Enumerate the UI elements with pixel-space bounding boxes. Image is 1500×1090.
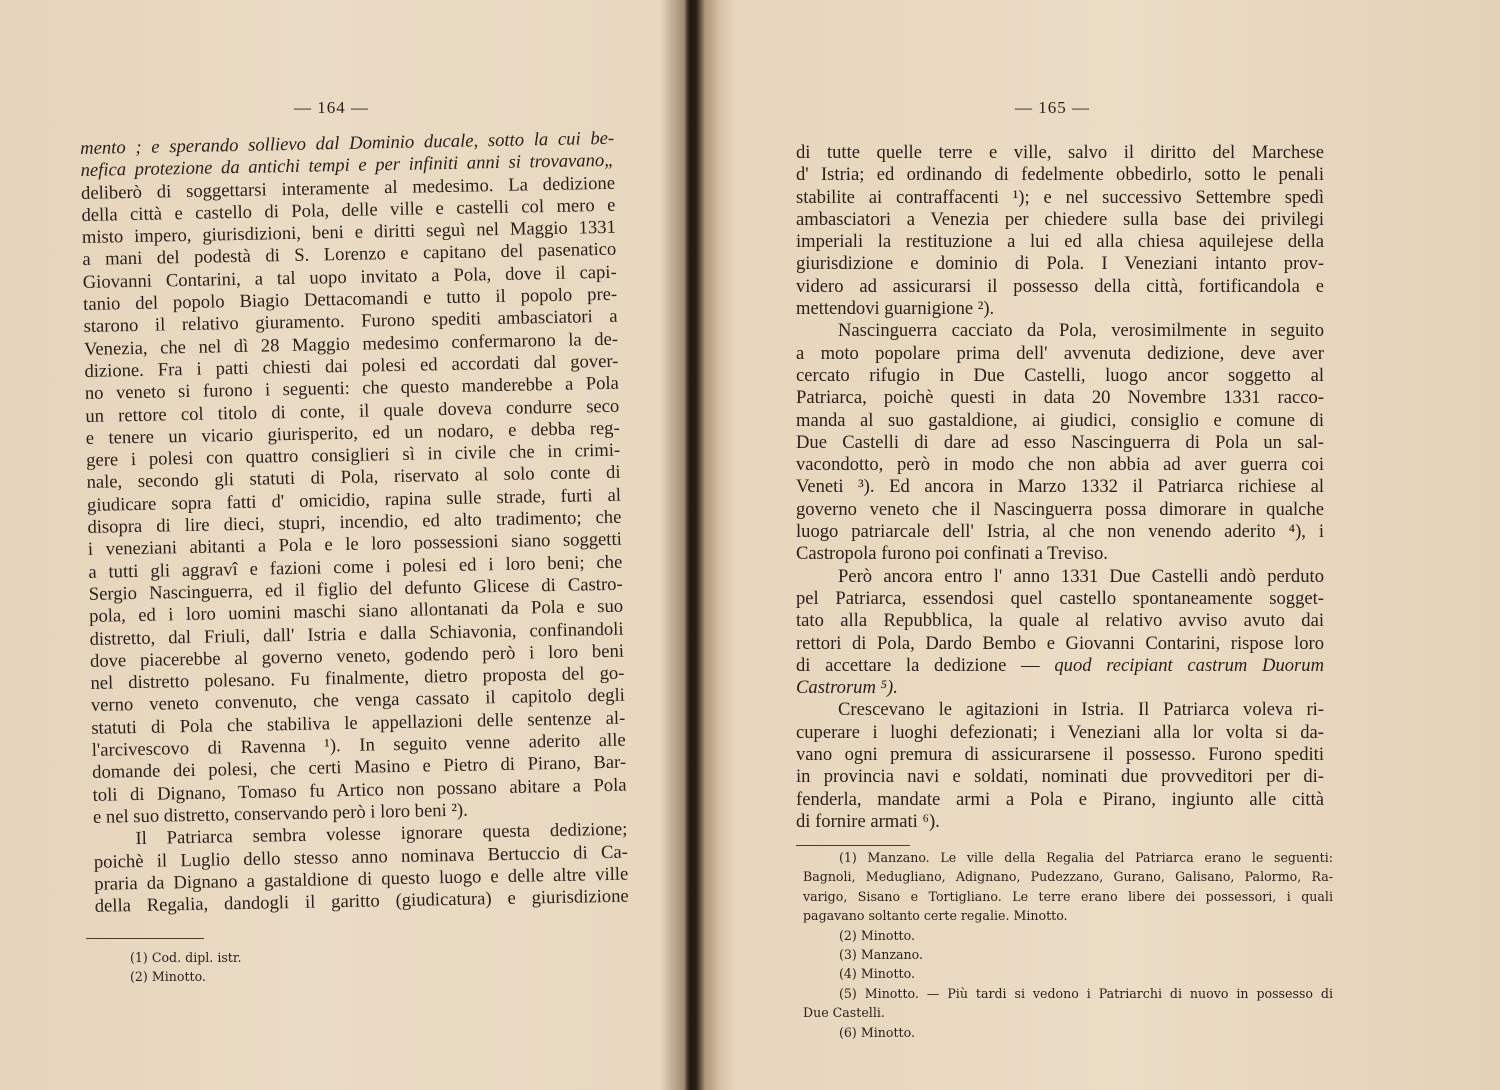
- text-line: della città e castello di Pola, delle ville e castelli col mero e: [81, 194, 616, 226]
- text-line: Sergio Nascinguerra, ed il figlio del defunto Glicese di Castro-: [88, 573, 623, 605]
- footnote-rule: [796, 845, 910, 846]
- text-line: a tutti gli aggravî e fazioni come i polesi ed i loro beni; che: [88, 551, 623, 583]
- text-line: dove piacerebbe al governo veneto, godendo però i loro beni: [89, 640, 625, 672]
- text-line: domande dei polesi, che certi Masino e Pietro di Pirano, Bar-: [91, 751, 627, 784]
- text-line: Il Patriarca sembra volesse ignorare questa dedizione;: [135, 818, 628, 850]
- text-line: toli di Dignano, Tomaso fu Artico non possano abitare a Pola: [92, 774, 627, 806]
- text-line: mettendovi guarnigione ²).: [796, 298, 995, 320]
- left-body-text: [80, 128, 629, 918]
- text-line: luogo patriarcale dell' Istria, al che non venendo aderito ⁴), i: [796, 521, 1324, 543]
- text-line: Castrorum ⁵).: [796, 677, 898, 699]
- text-line: misto impero, giurisdizioni, beni e diritti seguì nel Maggio 1331: [81, 216, 617, 249]
- text-line: Castropola furono poi confinati a Treviso.: [796, 543, 1108, 565]
- left-page: [0, 0, 680, 1090]
- text-line: statuti di Pola che stabiliva le appellazioni delle sentenze al-: [91, 707, 626, 739]
- text-line: stabilite ai contraffacenti ¹); e nel successivo Settembre spedì: [796, 186, 1324, 208]
- footnote: Bagnoli, Medugliano, Adignano, Pudezzano, Gurano, Galisano, Palormo, Ra-: [803, 869, 1333, 885]
- text-line: cercato rifugio in Due Castelli, luogo ancor soggetto al: [796, 364, 1324, 386]
- right-footnotes: [803, 848, 1333, 1042]
- text-line: di fornire armati ⁶).: [796, 810, 940, 832]
- text-line: di accettare la dedizione — quod recipiant castrum Duorum: [796, 654, 1324, 676]
- text-line: Venezia, che nel dì 28 Maggio medesimo confermarono la de-: [83, 328, 619, 360]
- text-line: vano ogni premura di assicurarsene il possesso. Furono spediti: [796, 744, 1324, 766]
- text-line: e tenere un vicario giurisperito, ed un nodaro, e debba reg-: [85, 417, 620, 449]
- footnote: (5) Minotto. — Più tardi si vedono i Patriarchi di nuovo in possesso di: [839, 985, 1333, 1001]
- left-footnotes: [130, 948, 430, 987]
- text-line: deliberò di soggettarsi interamente al medesimo. La dedizione: [80, 172, 616, 204]
- text-line: a moto popolare prima dell' avvenuta dedizione, deve aver: [796, 342, 1324, 364]
- text-line: in provincia navi e soldati, nominati due provveditori per di-: [796, 766, 1324, 788]
- text-line: nel distretto polesano. Fu finalmente, dietro proposta del go-: [90, 662, 625, 695]
- text-line: d' Istria; ed ordinando di fedelmente obbedirlo, sotto le penali: [796, 164, 1324, 186]
- right-page: [700, 0, 1500, 1090]
- text-line: videro ad assicurarsi il possesso della città, fortificandola e: [796, 275, 1324, 297]
- text-line: un rettore col titolo di conte, il quale doveva condurre seco: [85, 395, 620, 427]
- text-line: gere i polesi con quattro consiglieri sì in civile che in crimi-: [85, 439, 621, 472]
- text-line: e nel suo distretto, conservando però i loro beni ²).: [92, 799, 468, 828]
- text-line: starono il relativo giuramento. Furono spediti ambasciatori a: [83, 306, 618, 338]
- text-line: tanio del popolo Biagio Dettacomandi e tutto il popolo pre-: [82, 283, 618, 316]
- text-line: Veneti ³). Ed ancora in Marzo 1332 il Patriarca richiese al: [796, 476, 1324, 498]
- text-line: di tutte quelle terre e ville, salvo il diritto del Marchese: [796, 142, 1324, 163]
- text-line: no veneto si furono i seguenti: che questo manderebbe a Pola: [84, 372, 620, 405]
- text-line: fenderla, mandate armi a Pola e Pirano, ingiunto alle città: [796, 788, 1324, 810]
- text-line: ambasciatori a Venezia per chiedere sulla base dei privilegi: [796, 208, 1324, 230]
- text-line: pola, ed i loro uomini maschi siano allontanati da Pola e suo: [88, 595, 624, 628]
- text-line: giudicare sopra fatti d' omicidio, rapina sulle strade, furti al: [86, 484, 622, 516]
- footnote: pagavano soltanto certe regalie. Minotto.: [803, 908, 1068, 924]
- footnote: (6) Minotto.: [839, 1024, 915, 1040]
- right-body-text: [796, 142, 1324, 833]
- text-line: distretto, dal Friuli, dall' Istria e dalla Schiavonia, confinandoli: [89, 618, 624, 650]
- text-line: tato alla Repubblica, la quale al relativo avviso avuto dai: [796, 610, 1324, 632]
- text-line: nale, secondo gli statuti di Pola, riservato al solo conte di: [86, 462, 621, 494]
- footnote: Due Castelli.: [803, 1005, 885, 1021]
- footnote: (1) Cod. dipl. istr.: [130, 950, 242, 965]
- text-line: rettori di Pola, Dardo Bembo e Giovanni Contarini, rispose loro: [796, 632, 1324, 654]
- footnote: varigo, Sisano e Tortigliano. Le terre erano libere dei possessori, i quali: [803, 888, 1333, 904]
- text-line: imperiali la restituzione a lui ed alla chiesa aquilejese della: [796, 231, 1324, 253]
- text-line: giurisdizione e dominio di Pola. I Veneziani intanto prov-: [796, 253, 1324, 275]
- text-line: l'arcivescovo di Ravenna ¹). In seguito venne aderito alle: [91, 729, 626, 761]
- page-number: — 164 —: [294, 98, 369, 117]
- footnote: (1) Manzano. Le ville della Regalia del Patriarca erano le seguenti:: [839, 850, 1333, 865]
- footnote: (2) Minotto.: [130, 969, 206, 985]
- text-line: manda al suo gastaldione, ai giudici, consiglio e comune di: [796, 409, 1324, 431]
- text-line: a mani del podestà di S. Lorenzo e capitano del pasenatico: [82, 239, 617, 271]
- text-line: Nascinguerra cacciato da Pola, verosimilmente in seguito: [838, 320, 1324, 342]
- text-line: Patriarca, poichè questi in data 20 Novembre 1331 racco-: [796, 387, 1324, 409]
- text-line: nefica protezione da antichi tempi e per infiniti anni si trovavano„: [80, 150, 615, 182]
- text-line: Però ancora entro l' anno 1331 Due Castelli andò perduto: [838, 565, 1324, 587]
- text-line: Giovanni Contarini, a tal uopo invitato a Pola, dove il capi-: [82, 261, 617, 293]
- text-line: cuperare i luoghi defezionati; i Veneziani alla lor volta si da-: [796, 721, 1324, 743]
- text-line: governo veneto che il Nascinguerra possa dimorare in qualche: [796, 498, 1324, 520]
- text-line: verno veneto convenuto, che venga cassato il capitolo degli: [90, 685, 626, 717]
- footnote-rule: [86, 938, 204, 939]
- text-line: praria da Dignano a gastaldione di questo luogo e delle altre ville: [94, 863, 629, 895]
- footnote: (3) Manzano.: [839, 947, 923, 963]
- text-line: poichè il Luglio dello stesso anno nominava Bertuccio di Ca-: [93, 841, 629, 873]
- text-line: Crescevano le agitazioni in Istria. Il Patriarca voleva ri-: [838, 699, 1324, 721]
- page-number: — 165 —: [1015, 98, 1090, 117]
- footnote: (4) Minotto.: [839, 966, 915, 982]
- footnote: (2) Minotto.: [839, 927, 915, 943]
- text-line: della Regalia, dandogli il garitto (giudicatura) e giurisdizione: [94, 885, 629, 917]
- text-line: i veneziani abitanti a Pola e le loro possessioni siano soggetti: [87, 529, 623, 561]
- text-line: mento ; e sperando sollievo dal Dominio ducale, sotto la cui be-: [80, 127, 615, 159]
- text-line: dizione. Fra i patti chiesti dai polesi ed accordati dal gover-: [84, 350, 619, 382]
- text-line: disopra di lire dieci, stupri, incendio, ed alto tradimento; che: [87, 506, 622, 538]
- text-line: Due Castelli di dare ad esso Nascinguerra di Pola un sal-: [796, 431, 1324, 453]
- text-line: pel Patriarca, essendosi quel castello spontaneamente sogget-: [796, 587, 1324, 609]
- text-line: vacondotto, però in modo che non abbia ad aver guerra coi: [796, 454, 1324, 476]
